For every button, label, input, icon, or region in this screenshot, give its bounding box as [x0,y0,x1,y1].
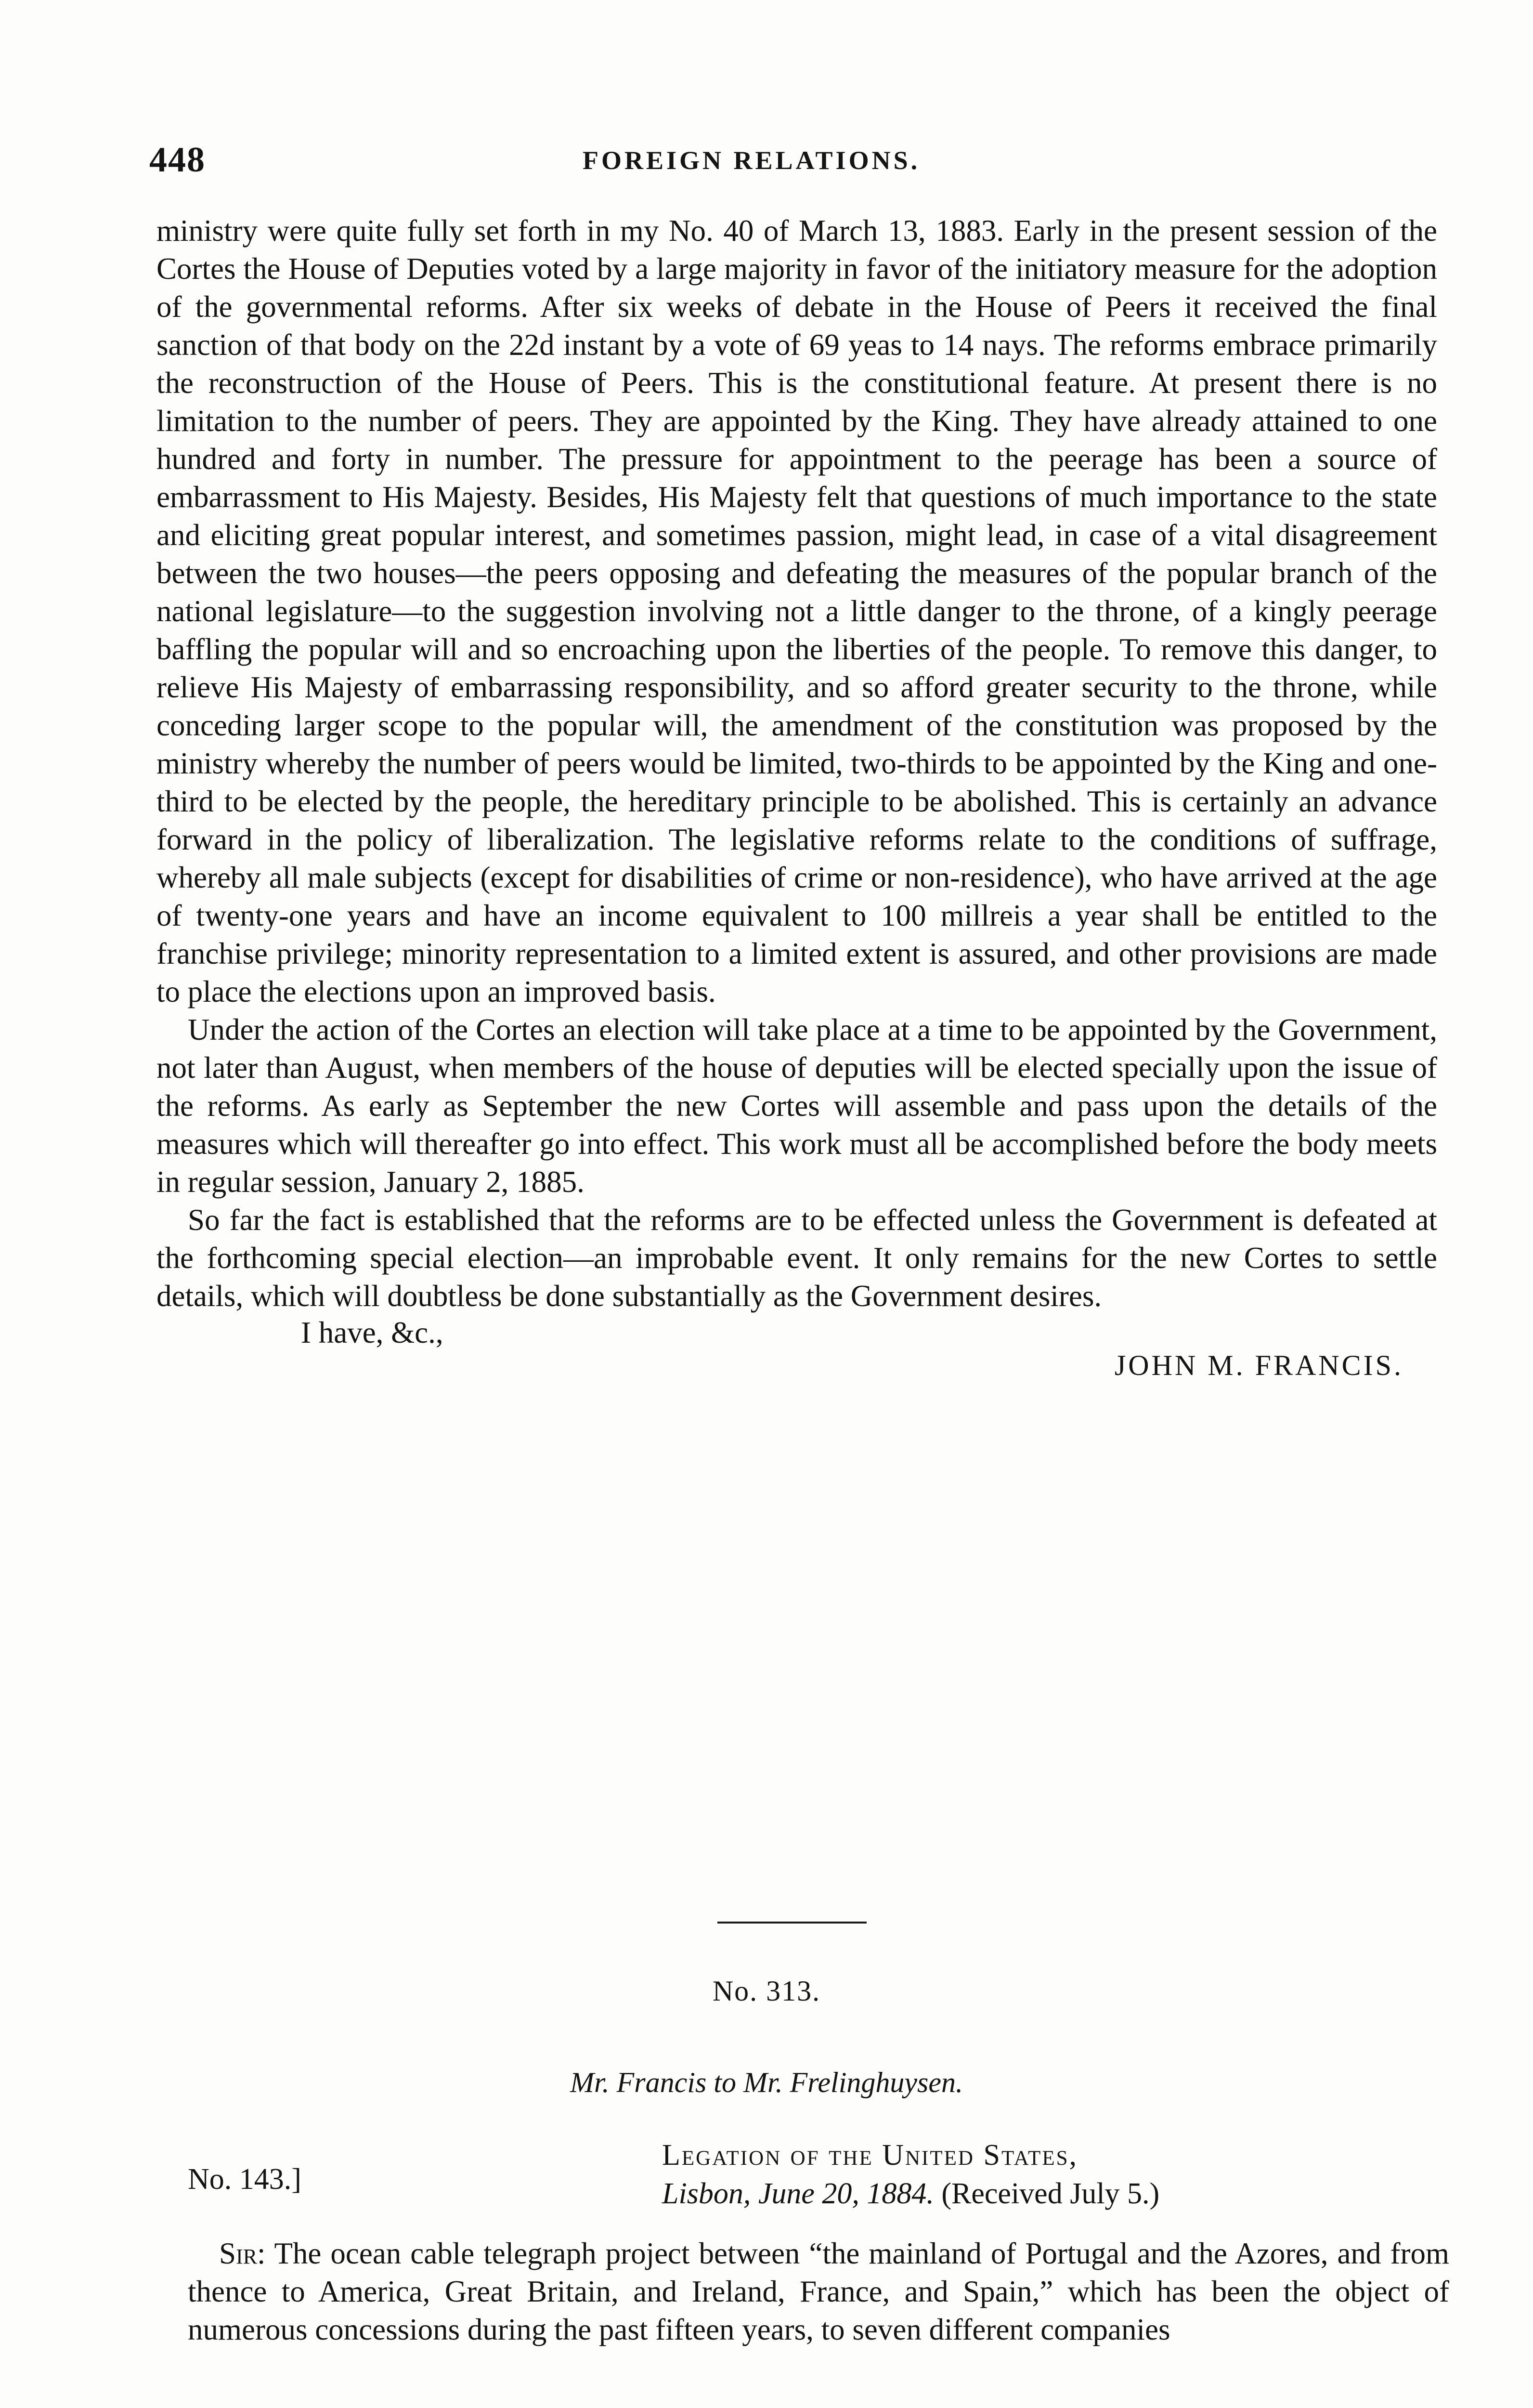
body-paragraph-2: Under the action of the Cortes an election will take place at a time to be appointed by the Government, not later than August, when members of the house of deputies will be elected specially upon the issue of the reforms. As early as September the new Cortes will assemble and pass upon the details of the measures which will thereafter go into effect. This work must all be accomplished before the body meets in regular session, January 2, 1885. [156,1013,1437,1199]
place-name: Lisbon, [662,2177,751,2210]
place-date-line [662,2177,1159,2211]
body-paragraph-3: So far the fact is established that the reforms are to be effected unless the Government is defeated at the forthcoming special election—an improbable event. It only remains for the new Cortes to settle details, which will doubtless be done substantially as the Government desires. [156,1203,1437,1313]
letter-date: June 20, 1884. [758,2177,934,2210]
document-subtitle: Mr. Francis to Mr. Frelinghuysen. [570,2067,963,2098]
next-letter-paragraph [188,2235,1449,2349]
body-paragraph-1: ministry were quite fully set forth in my No. 40 of March 13, 1883. Early in the present session of the Cortes the House of Deputies voted by a large majority in favor of the initiatory measure for the adoption of the governmental reforms. After six weeks of debate in the House of Peers it received the final sanction of that body on the 22d instant by a vote of 69 yeas to 14 nays. The reforms embrace primarily the reconstruction of the House of Peers. This is the constitutional feature. At present there is no limitation to the number of peers. They are appointed by the King. They have already attained to one hundred and forty in number. The pressure for appointment to the peerage has been a source of embarrassment to His Majesty. Besides, His Majesty felt that questions of much importance to the state and eliciting great popular interest, and sometimes passion, might lead, in case of a vital disagreement between the two houses—the peers opposing and defeating the measures of the popular branch of the national legislature—to the suggestion involving not a little danger to the throne, of a kingly peerage baffling the popular will and so encroaching upon the liberties of the people. To remove this danger, to relieve His Majesty of embarrassing responsibility, and so afford greater security to the throne, while conceding larger scope to the popular will, the amendment of the constitution was proposed by the ministry whereby the number of peers would be limited, two-thirds to be appointed by the King and one-third to be elected by the people, the hereditary principle to be abolished. This is certainly an advance forward in the policy of liberalization. The legislative reforms relate to the conditions of suffrage, whereby all male subjects (except for disabilities of crime or non-residence), who have arrived at the age of twenty-one years and have an income equivalent to 100 millreis a year shall be entitled to the franchise privilege; minority representation to a limited extent is assured, and other provisions are made to place the elections upon an improved basis. [156,214,1437,1008]
next-letter-text: The ocean cable telegraph project between “the mainland of Portugal and the Azores, and from thence to America, Great Britain, and Ireland, France, and Spain,” which has been the object of numerous concessions during the past fifteen years, to seven different companies [188,2237,1449,2346]
closing-block [156,1315,1437,1402]
legation-name: Legation of the United States, [662,2139,1078,2172]
section-divider [717,1922,867,1924]
next-letter-body [188,2235,1449,2349]
salutation: Sir: [219,2237,266,2270]
closing-phrase: I have, &c., [301,1316,443,1349]
signature: JOHN M. FRANCIS. [1114,1349,1403,1381]
despatch-number: No. 143.] [188,2163,301,2196]
running-head: FOREIGN RELATIONS. [583,146,921,175]
received-date: (Received July 5.) [941,2177,1160,2210]
document-number: No. 313. [712,1975,821,2007]
letter-body [156,212,1437,1402]
letter-heading [188,2138,1449,2230]
page-number: 448 [149,140,206,180]
page-header [149,140,1440,193]
